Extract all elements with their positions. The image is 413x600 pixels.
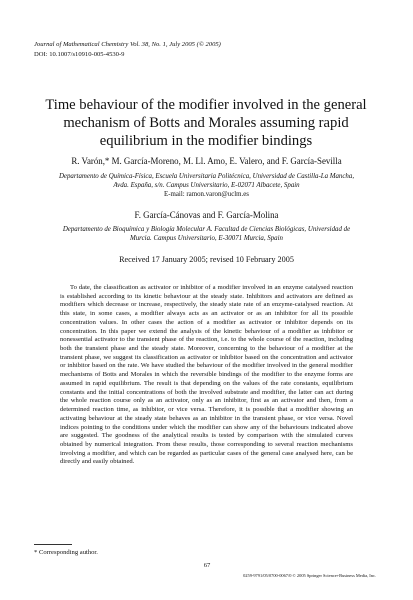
paper-title: Time behaviour of the modifier involved in the general mechanism of Botts and Morales assuming rapid equilibrium in the modifier bindings	[45, 97, 367, 150]
author-email: E-mail: ramon.varon@uclm.es	[164, 191, 249, 198]
received-dates: Received 17 January 2005; revised 10 February 2005	[119, 255, 294, 264]
copyright-line: 0259-9791/05/0700-0067/0 © 2005 Springer Science+Business Media, Inc.	[243, 573, 376, 578]
author-list-2: F. García-Cánovas and F. García-Molina	[134, 210, 279, 220]
footnote: * Corresponding author.	[34, 549, 98, 556]
abstract: To date, the classification as activator or inhibitor of a modifier involved in an enzyme catalysed reaction is established according to its kinetic behaviour at the steady state. Inhibitors and activators are defined as modifiers which decrease or increase, respectively, the steady state rate of an enzyme-catalysed reaction. At this state, in some cases, a modifier always acts as an activator or as an inhibitor for all its possible concentration values. In other cases the action of a modifier as activator or inhibitor depends on its concentration. In this paper we extend the analysis of the kinetic behaviour of a modifier as inhibitor or nonessential activator to the transient phase of the reaction, i.e. to the whole course of the reaction, including both the transient phase and the steady state. Moreover, concerning to the behaviour of a modifier at the transient phase, we suggest its classification as activator or inhibitor based on the concentration and activator or inhibitor based on the rate. We have studied the behaviour of the modifier involved in the general modifier mechanisms of Botts and Morales in which the reversible bindings of the modifier to the enzyme forms are assumed in rapid equilibrium. The result is that depending on the values of the rate constants, equilibrium constants and the initial concentrations of both the involved substrate and modifier, the latter can act during the whole reaction course only as an activator, only as an inhibitor, first as an activator and then, from a determined reaction time, as inhibitor, or vice versa. Therefore, it is possible that a modifier showing an activating behaviour at the steady state behaves as an inhibitor in the transient phase, or vice versa. Novel indices pointing to the conditions under which the modifier can show any of the behaviours indicated above are suggested. The goodness of the analytical results is tested by comparison with the simulated curves obtained by numerical integration. From these results, those corresponding to several reaction mechanisms involving a modifier, and which can be regarded as particular cases of the general case analysed here, can be directly and easily obtained.	[60, 284, 353, 466]
doi: DOI: 10.1007/s10910-005-4530-9	[34, 51, 125, 58]
footnote-divider	[34, 544, 72, 545]
author-list: R. Varón,* M. García-Moreno, M. Ll. Amo, E. Valero, and F. García-Sevilla	[71, 156, 342, 166]
journal-citation: Journal of Mathematical Chemistry Vol. 38, No. 1, July 2005 (© 2005)	[34, 41, 221, 48]
affiliation-2: Departamento de Bioquímica y Biología Molecular A. Facultad de Ciencias Biológicas, Universidad de Murcia. Campus Universitario, E-30071 Murcia, Spain	[62, 226, 351, 243]
affiliation-1: Departamento de Química-Física, Escuela Universitaria Politécnica, Universidad de Castilla-La Mancha, Avda. España, s/n. Campus Universitario, E-02071 Albacete, Spain	[58, 173, 355, 190]
page-number: 67	[203, 562, 211, 569]
